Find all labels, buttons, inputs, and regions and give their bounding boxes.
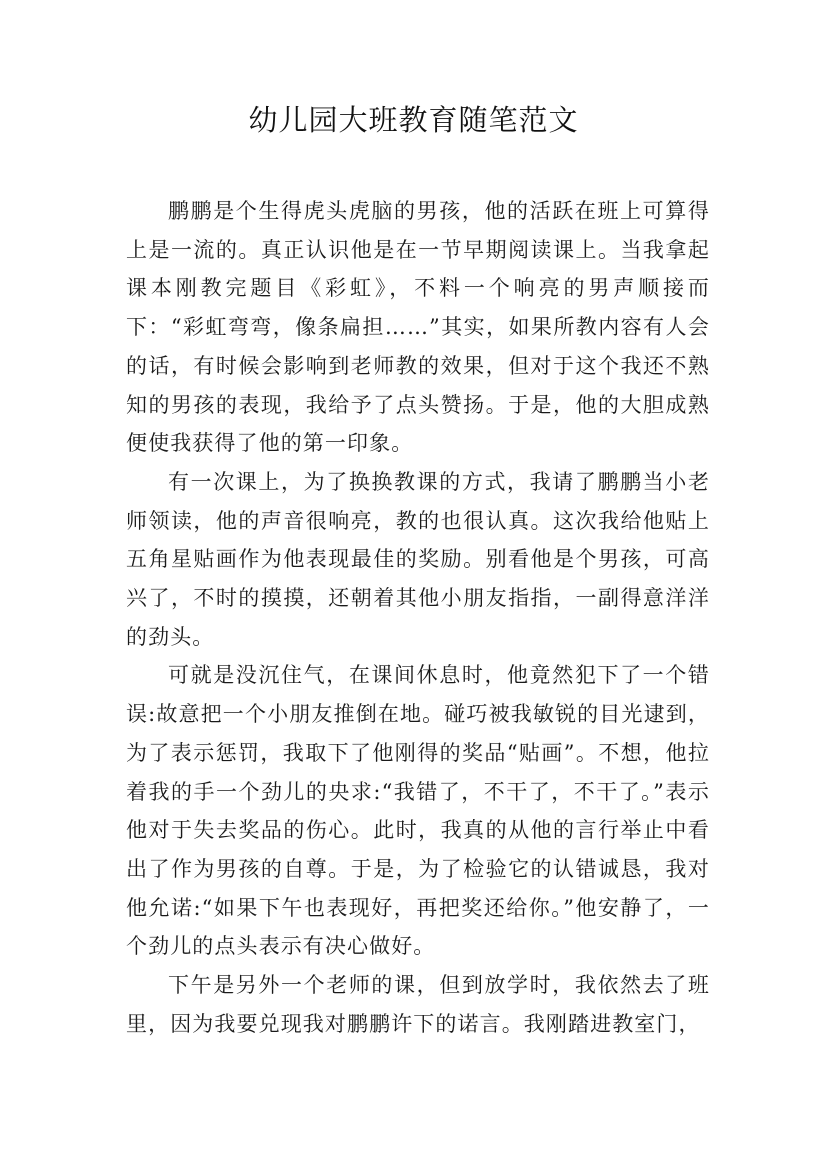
paragraph: 有一次课上，为了换换教课的方式，我请了鹏鹏当小老师领读，他的声音很响亮，教的也很认真。这次我给他贴上五角星贴画作为他表现最佳的奖励。别看他是个男孩，可高兴了，不时的摸摸，还朝着其他小朋友指指，一副得意洋洋的劲头。 — [126, 469, 710, 649]
paragraph: 可就是没沉住气，在课间休息时，他竟然犯下了一个错误:故意把一个小朋友推倒在地。碰巧被我敏锐的目光逮到，为了表示惩罚，我取下了他刚得的奖品“贴画”。不想，他拉着我的手一个劲儿的央求:“我错了，不干了，不干了。”表示他对于失去奖品的伤心。此时，我真的从他的言行举止中看出了作为男孩的自尊。于是，为了检验它的认错诚恳，我对他允诺:“如果下午也表现好，再把奖还给你。”他安静了，一个劲儿的点头表示有决心做好。 — [126, 663, 710, 959]
paragraph: 下午是另外一个老师的课，但到放学时，我依然去了班里，因为我要兑现我对鹏鹏许下的诺言。我刚踏进教室门， — [126, 973, 710, 1036]
paragraph: 鹏鹏是个生得虎头虎脑的男孩，他的活跃在班上可算得上是一流的。真正认识他是在一节早期阅读课上。当我拿起课本刚教完题目《彩虹》，不料一个响亮的男声顺接而下：“彩虹弯弯，像条扁担……”其实，如果所教内容有人会的话，有时候会影响到老师教的效果，但对于这个我还不熟知的男孩的表现，我给予了点头赞扬。于是，他的大胆成熟便使我获得了他的第一印象。 — [126, 199, 710, 456]
document-body — [126, 192, 710, 1043]
document-title: 幼儿园大班教育随笔范文 — [248, 103, 579, 137]
